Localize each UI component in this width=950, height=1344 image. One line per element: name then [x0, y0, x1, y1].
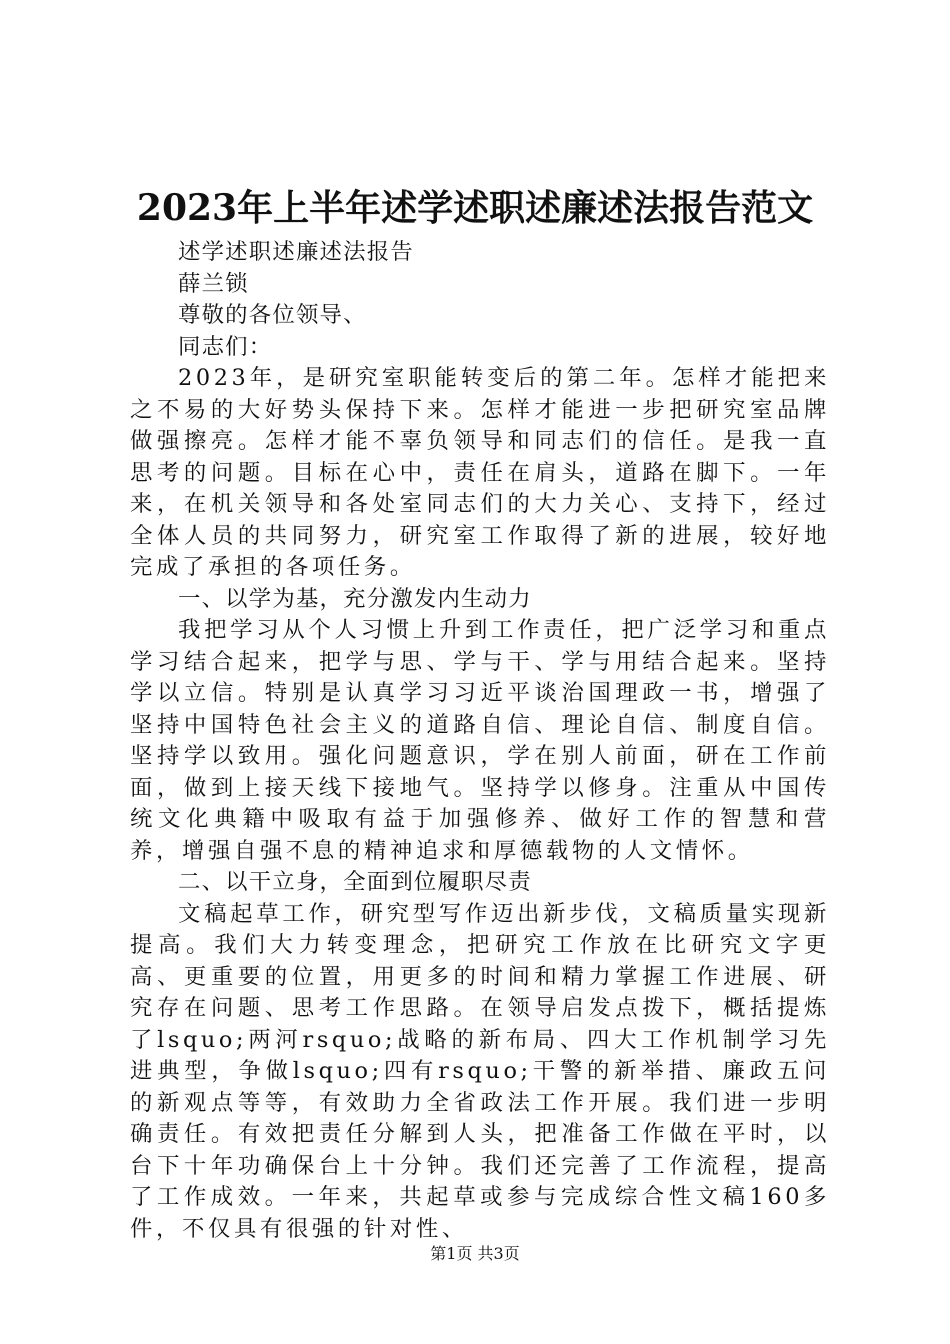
- page-footer: 第1页 共3页: [430, 1244, 520, 1263]
- document-paragraph: 我把学习从个人习惯上升到工作责任，把广泛学习和重点学习结合起来，把学与思、学与干、学与用结合起来。坚持学以立信。特别是认真学习习近平谈治国理政一书，增强了坚持中国特色社会主义的道路自信、理论自信、制度自信。坚持学以致用。强化问题意识，学在别人前面，研在工作前面，做到上接天线下接地气。坚持学以修身。注重从中国传统文化典籍中吸取有益于加强修养、做好工作的智慧和营养，增强自强不息的精神追求和厚德载物的人文情怀。: [130, 617, 830, 864]
- document-title: 2023年上半年述学述职述廉述法报告范文: [136, 187, 814, 229]
- document-heading-line: 二、以干立身，全面到位履职尽责: [178, 869, 532, 895]
- document-heading-line: 薛兰锁: [178, 270, 249, 297]
- document-heading-line: 尊敬的各位领导、: [178, 302, 367, 328]
- document-body: [130, 237, 830, 1245]
- document-heading-line: 一、以学为基，充分激发内生动力: [178, 585, 532, 612]
- document-paragraph: 2023年，是研究室职能转变后的第二年。怎样才能把来之不易的大好势头保持下来。怎样才能进一步把研究室品牌做强擦亮。怎样才能不辜负领导和同志们的信任。是我一直思考的问题。目标在心中，责任在肩头，道路在脚下。一年来，在机关领导和各处室同志们的大力关心、支持下，经过全体人员的共同努力，研究室工作取得了新的进展，较好地完成了承担的各项任务。: [130, 365, 830, 580]
- document-heading-line: 同志们：: [178, 333, 273, 360]
- document-paragraph: 文稿起草工作，研究型写作迈出新步伐，文稿质量实现新提高。我们大力转变理念，把研究工作放在比研究文字更高、更重要的位置，用更多的时间和精力掌握工作进展、研究存在问题、思考工作思路。在领导启发点拨下，概括提炼了lsquo;两河rsquo;战略的新布局、四大工作机制学习先进典型，争做lsquo;四有rsquo;干警的新举措、廉政五问的新观点等等，有效助力全省政法工作开展。我们进一步明确责任。有效把责任分解到人头，把准备工作做在平时，以台下十年功确保台上十分钟。我们还完善了工作流程，提高了工作成效。一年来，共起草或参与完成综合性文稿160多件，不仅具有很强的针对性、: [130, 900, 830, 1242]
- document-heading-line: 述学述职述廉述法报告: [178, 239, 414, 265]
